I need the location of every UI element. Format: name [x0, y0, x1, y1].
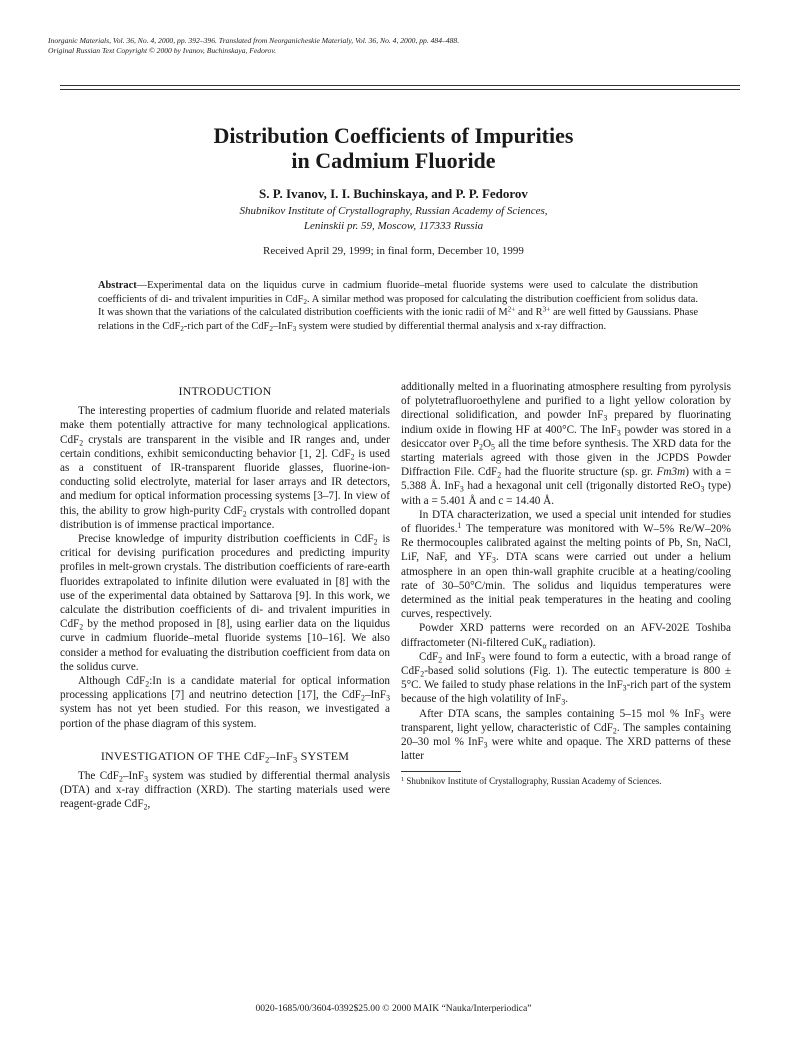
text-run: were white and opaque. The XRD patterns of these latter — [401, 736, 731, 763]
text-run: , — [147, 798, 151, 811]
text-run: by the method proposed in [8], using earlier data on the liquidus curve in cadmium fluoride–metal fluoride systems [10–16]. We also consider a method for evaluating the distribution coefficient from data on the solidus curve. — [60, 618, 390, 673]
text-run: –InF — [269, 748, 293, 763]
paragraph — [60, 674, 390, 731]
right-column — [401, 380, 731, 787]
subscript: 3 — [483, 740, 488, 750]
subscript: 3 — [292, 324, 297, 333]
text-run: were transparent, light yellow, characteristic of CdF — [401, 707, 731, 734]
header-rule-bottom — [60, 89, 740, 90]
text-run: and InF — [442, 650, 482, 663]
text-run: all the time before synthesis. The XRD data for the starting materials agreed with those given in the JCPDS Powder Diffraction File. CdF — [401, 437, 732, 479]
subscript: 2 — [143, 802, 148, 812]
abstract-text-3: and R — [515, 307, 543, 319]
affiliation-line2: Leninskii pr. 59, Moscow, 117333 Russia — [303, 220, 484, 232]
text-run: :In is a candidate material for optical information processing applications [7] and neutrino detection [17], the CdF — [60, 675, 391, 702]
subscript: 2 — [361, 693, 365, 703]
received-dates: Received April 29, 1999; in final form, December 10, 1999 — [263, 245, 524, 257]
paragraph — [401, 508, 731, 622]
header-rule-top — [60, 85, 740, 86]
subscript: 2 — [79, 437, 84, 447]
subscript: 3 — [700, 712, 704, 722]
text-run: had a hexagonal unit cell (trigonally distorted ReO — [463, 480, 701, 493]
text-run: crystals are transparent in the visible and IR ranges and, under certain conditions, exhibit semiconducting behavior [1, 2]. CdF — [60, 433, 390, 460]
text-run: After DTA scans, the samples containing 5–15 mol % InF — [419, 707, 701, 720]
text-run: The CdF — [78, 770, 120, 783]
subscript: 5 — [491, 442, 495, 452]
abstract-text-1: —Experimental data on the liquidus curve in cadmium fluoride–metal fluoride systems were used to calculate the distribution coefficients of di- and trivalent impurities in CdF — [98, 280, 698, 305]
text-run: SYSTEM — [297, 748, 350, 763]
subscript: 2 — [438, 655, 443, 665]
paragraph — [60, 769, 390, 812]
affiliation-line1: Shubnikov Institute of Crystallography, Russian Academy of Sciences, — [239, 205, 548, 217]
subscript: 3 — [292, 755, 298, 765]
text-run: Powder XRD patterns were recorded on an AFV-202E Toshiba diffractometer (Ni-filtered CuK — [401, 622, 731, 649]
paragraph — [60, 404, 390, 532]
journal-header — [48, 36, 748, 56]
footnote-rule — [401, 771, 461, 772]
text-run: is critical for devising purification procedures and predicting impurity profiles in melt-grown crystals. The distribution coefficients of rare-earth fluorides extrapolated to infinite dilution were evaluated in [8] with the use of the experimental data obtained by Sattarova [9]. In this work, we calculate the distribution coefficients of di- and trivalent impurities in CdF — [60, 533, 391, 631]
paragraph — [401, 707, 731, 764]
text-run: –InF — [122, 770, 145, 783]
left-column — [60, 380, 390, 812]
subscript: 3 — [603, 413, 608, 423]
journal-header-line2: Original Russian Text Copyright © 2000 by Ivanov, Buchinskaya, Fedorov. — [48, 46, 277, 55]
text-run: -based solid solutions (Fig. 1). The eutectic temperature is 800 ± 5°C. We failed to study phase relations in the InF — [401, 665, 731, 692]
section-heading-investigation — [60, 749, 390, 763]
subscript: 3 — [459, 484, 464, 494]
text-run: CdF — [419, 650, 439, 663]
subscript: 2 — [303, 297, 308, 306]
journal-header-line1: Inorganic Materials, Vol. 36, No. 4, 2000, pp. 392–396. Translated from Neorganicheskie Materialy, Vol. 36, No. 4, 2000, pp. 484–488. — [48, 36, 460, 45]
abstract-text-2: . A similar method was proposed for calculating the distribution coefficient from solidus data. It was shown that the variations of the calculated distribution coefficients with the ionic radii of M — [98, 293, 698, 319]
text-run: were found to form a eutectic, with a broad range of CdF — [401, 650, 731, 678]
text-run: system has not yet been studied. For this reason, we investigated a portion of the phase diagram of this system. — [60, 703, 390, 730]
text-run: –InF — [364, 689, 387, 702]
abstract-text-7: system were studied by differential thermal analysis and x-ray diffraction. — [296, 320, 607, 332]
text-run: system was studied by differential thermal analysis (DTA) and x-ray diffraction (XRD). The starting materials used were reagent-grade CdF — [60, 770, 391, 811]
text-run: -rich part of the system because of the high volatility of InF — [401, 679, 731, 706]
subscript: 2 — [242, 508, 247, 518]
text-run: The temperature was monitored with W–5% Re/W–20% Re thermocouples calibrated against the melting points of Pb, Sn, NaCl, LiF, NaF, and YF — [401, 523, 731, 564]
text-run: The interesting properties of cadmium fluoride and related materials make them potentially attractive for many technological applications. CdF — [60, 405, 390, 446]
footnote-number: 1 — [401, 776, 405, 784]
footnote — [401, 776, 731, 787]
subscript: 2 — [180, 324, 184, 333]
subscript: 2 — [479, 442, 483, 452]
abstract-text-6: –InF — [272, 320, 293, 332]
abstract-label: Abstract — [98, 280, 137, 291]
subscript: 2 — [79, 622, 84, 632]
subscript: 3 — [386, 693, 390, 703]
superscript: 3+ — [542, 305, 551, 314]
subscript: 3 — [700, 484, 705, 494]
text-run: powder was stored in a desiccator over P — [401, 423, 731, 450]
subscript: 3 — [616, 427, 621, 437]
subscript: 2 — [265, 755, 270, 765]
paragraph — [401, 621, 731, 649]
footnote-marker: 1 — [457, 521, 462, 531]
text-run: In DTA characterization, we used a special unit intended for studies of fluorides. — [401, 508, 731, 536]
text-run: crystals with controlled dopant distribution is of immense practical importance. — [60, 504, 390, 531]
authors: S. P. Ivanov, I. I. Buchinskaya, and P. P. Fedorov — [259, 186, 528, 201]
text-run: Precise knowledge of impurity distribution coefficients in CdF — [78, 533, 374, 546]
text-run: Although CdF — [78, 675, 146, 688]
text-run: ) with a = 5.388 Å. InF — [401, 466, 732, 493]
subscript: 2 — [612, 726, 617, 736]
text-run: radiation). — [546, 636, 596, 649]
subscript: 2 — [350, 452, 355, 462]
subscript: 2 — [420, 669, 425, 679]
text-run: additionally melted in a fluorinating atmosphere resulting from pyrolysis of polytetrafluoroethylene and purified to a light yellow coloration by directional solidification, and powder InF — [401, 381, 731, 422]
text-run: prepared by fluorinating indium oxide in flowing HF at 400°C. The InF — [401, 409, 731, 436]
affiliation — [0, 204, 787, 234]
paper-title — [0, 123, 787, 173]
subscript: 2 — [145, 679, 150, 689]
subscript: 3 — [492, 555, 496, 565]
paragraph — [60, 532, 390, 674]
text-run: is used as a constituent of IR-transparent fluoride glasses, fluorine-ion-conducting solid electrolyte, material for laser arrays and IR detectors, and medium for optical information processing systems [3–7]. In view of this, the ability to grow high-purity CdF — [60, 447, 391, 517]
text-run: . — [565, 693, 569, 706]
abstract — [98, 279, 698, 333]
subscript-alpha: α — [542, 641, 547, 650]
text-run: O — [482, 437, 492, 450]
title-line1: Distribution Coefficients of Impurities — [213, 123, 574, 148]
subscript: 2 — [119, 774, 123, 784]
abstract-text-5: -rich part of the CdF — [183, 320, 270, 332]
paragraph — [401, 380, 731, 508]
text-run: had the fluorite structure (sp. gr. — [501, 466, 657, 479]
text-run: type) with a = 5.401 Å and c = 14.40 Å. — [401, 480, 731, 507]
paragraph — [401, 650, 731, 707]
superscript: 2+ — [507, 305, 516, 314]
abstract-text-4: are well fitted by Gaussians. Phase relations in the CdF — [98, 307, 699, 332]
subscript: 3 — [622, 683, 627, 693]
page-footer: 0020-1685/00/3604-0392$25.00 © 2000 MAIK “Nauka/Interperiodica” — [255, 1003, 532, 1014]
space-group: Fm3m — [656, 466, 686, 479]
text-run: . The samples containing 20–30 mol % InF — [401, 721, 731, 749]
footnote-text: Shubnikov Institute of Crystallography, Russian Academy of Sciences. — [406, 776, 662, 787]
subscript: 2 — [269, 324, 273, 333]
section-heading-introduction: INTRODUCTION — [178, 384, 272, 398]
subscript: 2 — [373, 537, 378, 547]
subscript: 2 — [497, 470, 502, 480]
subscript: 3 — [144, 774, 148, 784]
subscript: 3 — [561, 697, 566, 707]
subscript: 3 — [481, 655, 486, 665]
text-run: . DTA scans were carried out under a helium atmosphere in an open thin-wall graphite crucible at a heating/cooling rate of 30–50°C/min. The solidus and liquidus temperatures were determined as the initial peak temperatures in the heating and cooling curves, respectively. — [401, 551, 731, 621]
text-run: INVESTIGATION OF THE CdF — [100, 748, 266, 763]
title-line2: in Cadmium Fluoride — [291, 148, 496, 173]
